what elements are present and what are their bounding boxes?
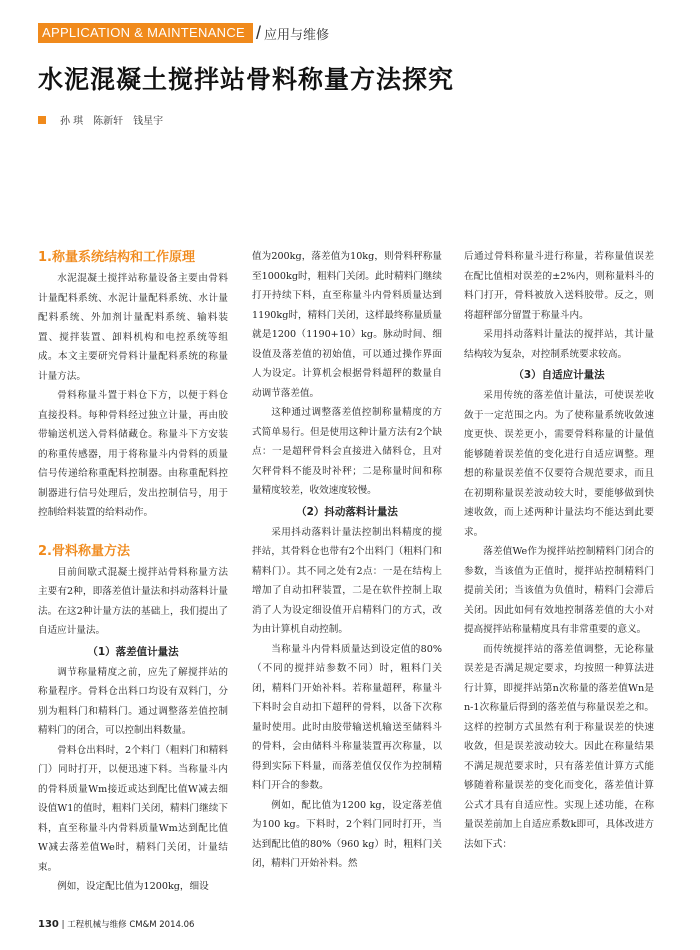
paragraph: 例如，配比值为1200 kg，设定落差值为100 kg。下料时，2个料门同时打开，当达到配比值的80%（960 kg）时，粗料门关闭，精料门开始补料。然 [252,799,442,869]
section-label-zh: 应用与维修 [264,27,330,43]
section-label-en: APPLICATION & MAINTENANCE [38,23,253,43]
author-bullet-icon [38,116,46,124]
column-1 [38,247,228,897]
column-2 [252,247,442,874]
paragraph: 而传统搅拌站的落差值调整，无论称量误差是否满足规定要求，均按照一种算法进行计算，即搅拌站第n次称量的落差值Wn是n-1次称量后得到的落差值与称量误差之和。这样的控制方式虽然有利于称量误差的快速收敛，但是误差波动较大。因此在称量结果不满足规范要求时，只有落差值计算方式能够随着称量误差的变化而变化，落差值计算公式才具有自适应性。实现上述功能，在称量误差前加上自适应系数k即可，具体改进方法如下式： [464,643,654,850]
section-divider: / [256,22,262,43]
paragraph: 这种通过调整落差值控制称量精度的方式简单易行。但是使用这种计量方法有2个缺点：一是超秤骨料会直接进入储料仓，且对欠秤骨料不能及时补秤；二是称量时间和称量精度较差，收效速度较慢。 [252,407,442,496]
section-heading-2: 2.骨料称量方法 [38,543,130,559]
journal-info: | 工程机械与维修 CM&M 2014.06 [61,920,195,930]
article-title: 水泥混凝土搅拌站骨料称量方法探究 [38,65,455,94]
paragraph: 例如，设定配比值为1200kg，细设 [57,881,209,892]
paragraph: 当称量斗内骨料质量达到设定值的80%（不同的搅拌站参数不同）时，粗料门关闭，精料门开始补料。若称量超秤，称量斗下料时会自动扣下超秤的骨料，以备下次称量时使用。此时由胶带输送机输送至储料斗的骨料，会由储料斗称量装置再次称量，以得到实际下料量，而落差值仅仅作为控制精料门开合的参数。 [252,643,442,791]
paragraph: 采用抖动落料计量法控制出料精度的搅拌站，其骨料仓也带有2个出料门（粗料门和精料门）。其不同之处有2点：一是在结构上增加了自动扣秤装置，二是在软件控制上取消了人为设定细设值开启精料门的方式，改为由计算机自动控制。 [252,526,442,635]
section-header [38,22,329,44]
paragraph: 骨料仓出料时，2个料门（粗料门和精料门）同时打开，以便迅速下料。当称量斗内的骨料质量Wm接近或达到配比值W减去细设值W1的值时，粗料门关闭，精料门继续下料，直至称量斗内骨料质量Wm达到配比值W减去落差值We时，精料门关闭，计量结束。 [38,744,228,873]
paragraph: 水泥混凝土搅拌站称量设备主要由骨料计量配料系统、水泥计量配料系统、水计量配料系统、外加剂计量配料系统、输料装置、搅拌装置、卸料机构和电控系统等组成。本文主要研究骨料计量配料系统的称量计量方法。 [38,273,228,382]
subsection-heading-2: （2）抖动落料计量法 [296,505,398,518]
paragraph: 目前间歇式混凝土搅拌站骨料称量方法主要有2种，即落差值计量法和抖动落料计量法。在这2种计量方法的基础上，我们提出了自适应计量法。 [38,566,228,636]
author-line [38,112,163,127]
paragraph: 落差值We作为搅拌站控制精料门闭合的参数，当该值为正值时，搅拌站控制精料门提前关闭；当该值为负值时，精料门会滞后关闭。因此如何有效地控制落差值的大小对提高搅拌站称量精度具有非常重要的意义。 [464,546,654,635]
paragraph: 骨料称量斗置于料仓下方，以便于料仓直接投料。每种骨料经过独立计量，再由胶带输送机送入骨料储藏仓。称量斗下方安装的称重传感器，用于将称量斗内骨料的质量信号传递给称重配料控制器。由称重配料控制器进行信号处理后，发出控制信号，用于控制给料装置的给料动作。 [38,390,228,518]
subsection-heading-3: （3）自适应计量法 [513,369,605,381]
paragraph: 值为200kg，落差值为10kg，则骨料秤称量至1000kg时，粗料门关闭。此时精料门继续打开持续下料，直至称量斗内骨料质量达到1190kg时，精料门关闭，这样最终称量质量就是1200（1190+10）kg。脉动时间、细设值及落差值的初始值，可以通过操作界面人为设定。计算机会根据骨料超秤的数量自动调节落差值。 [252,251,442,399]
authors: 孙 琪 陈新轩 钱星宇 [60,116,164,127]
page-number: 130 [38,919,59,930]
section-heading-1: 1.称量系统结构和工作原理 [38,250,195,265]
subsection-heading-1: （1）落差值计量法 [87,645,179,658]
column-3 [464,247,654,854]
paragraph: 采用传统的落差值计量法，可使误差收敛于一定范围之内。为了使称量系统收敛速度更快、误差更小，需要骨料称量的计量值能够随着误差值的变化进行自适应调整。理想的称量误差值不仅要符合规范要求，而且在初期称量误差波动较大时，要能够做到快速收敛，而上述两种计量法均不能达到此要求。 [464,390,654,538]
page-footer [38,918,194,930]
paragraph: 后通过骨料称量斗进行称量，若称量值误差在配比值相对误差的±2%内，则称量料斗的料门打开，骨料被放入送料胶带。反之，则将超秤部分留置于称量斗内。 [464,251,654,321]
paragraph: 调节称量精度之前，应先了解搅拌站的称量程序。骨料仓出料口均设有双料门，分别为粗料门和精料门。通过调整落差值控制精料门的闭合，可以控制出料数量。 [38,666,228,736]
paragraph: 采用抖动落料计量法的搅拌站，其计量结构较为复杂，对控制系统要求较高。 [464,329,654,360]
